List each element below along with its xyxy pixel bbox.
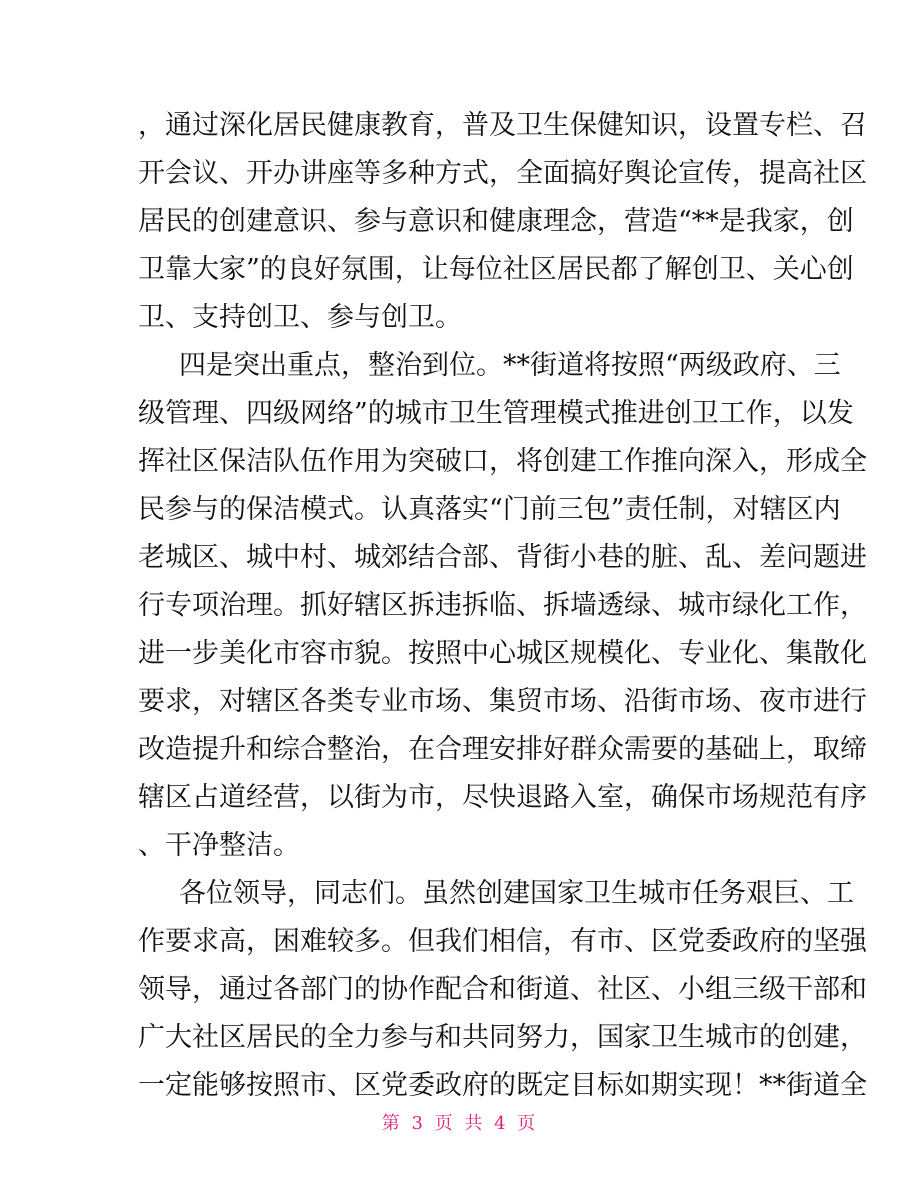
text-line: 辖区占道经营，以街为市，尽快退路入室，确保市场规范有序: [138, 782, 867, 813]
text-line: 、干净整洁。: [138, 830, 300, 861]
text-line: ，通过深化居民健康教育，普及卫生保健知识，设置专栏、召: [138, 110, 867, 141]
text-line: 一定能够按照市、区党委政府的既定目标如期实现！**街道全: [138, 1070, 867, 1101]
text-line: 进一步美化市容市貌。按照中心城区规模化、专业化、集散化: [138, 638, 867, 669]
text-line: 民参与的保洁模式。认真落实“门前三包”责任制，对辖区内: [138, 494, 841, 525]
text-line: 卫靠大家”的良好氛围，让每位社区居民都了解创卫、关心创: [138, 254, 854, 285]
text-line: 要求，对辖区各类专业市场、集贸市场、沿街市场、夜市进行: [138, 686, 867, 717]
text-line: 居民的创建意识、参与意识和健康理念，营造“**是我家，创: [138, 206, 854, 237]
text-line: 老城区、城中村、城郊结合部、背街小巷的脏、乱、差问题进: [138, 542, 867, 573]
text-line: 行专项治理。抓好辖区拆违拆临、拆墙透绿、城市绿化工作，: [138, 590, 867, 621]
text-line: 卫、支持创卫、参与创卫。: [138, 302, 462, 333]
page-number-footer: 第 3 页 共 4 页: [381, 1113, 539, 1134]
text-line: 领导，通过各部门的协作配合和街道、社区、小组三级干部和: [138, 974, 867, 1005]
text-line: 级管理、四级网络”的城市卫生管理模式推进创卫工作，以发: [138, 398, 854, 429]
text-line: 作要求高，困难较多。但我们相信，有市、区党委政府的坚强: [138, 926, 867, 957]
text-line: 改造提升和综合整治，在合理安排好群众需要的基础上，取缔: [138, 734, 867, 765]
text-line: 挥社区保洁队伍作用为突破口，将创建工作推向深入，形成全: [138, 446, 867, 477]
text-line: 开会议、开办讲座等多种方式，全面搞好舆论宣传，提高社区: [138, 158, 867, 189]
text-line: 广大社区居民的全力参与和共同努力，国家卫生城市的创建，: [138, 1022, 867, 1053]
text-line: 各位领导，同志们。虽然创建国家卫生城市任务艰巨、工: [179, 878, 854, 909]
text-line: 四是突出重点，整治到位。**街道将按照“两级政府、三: [179, 350, 841, 381]
